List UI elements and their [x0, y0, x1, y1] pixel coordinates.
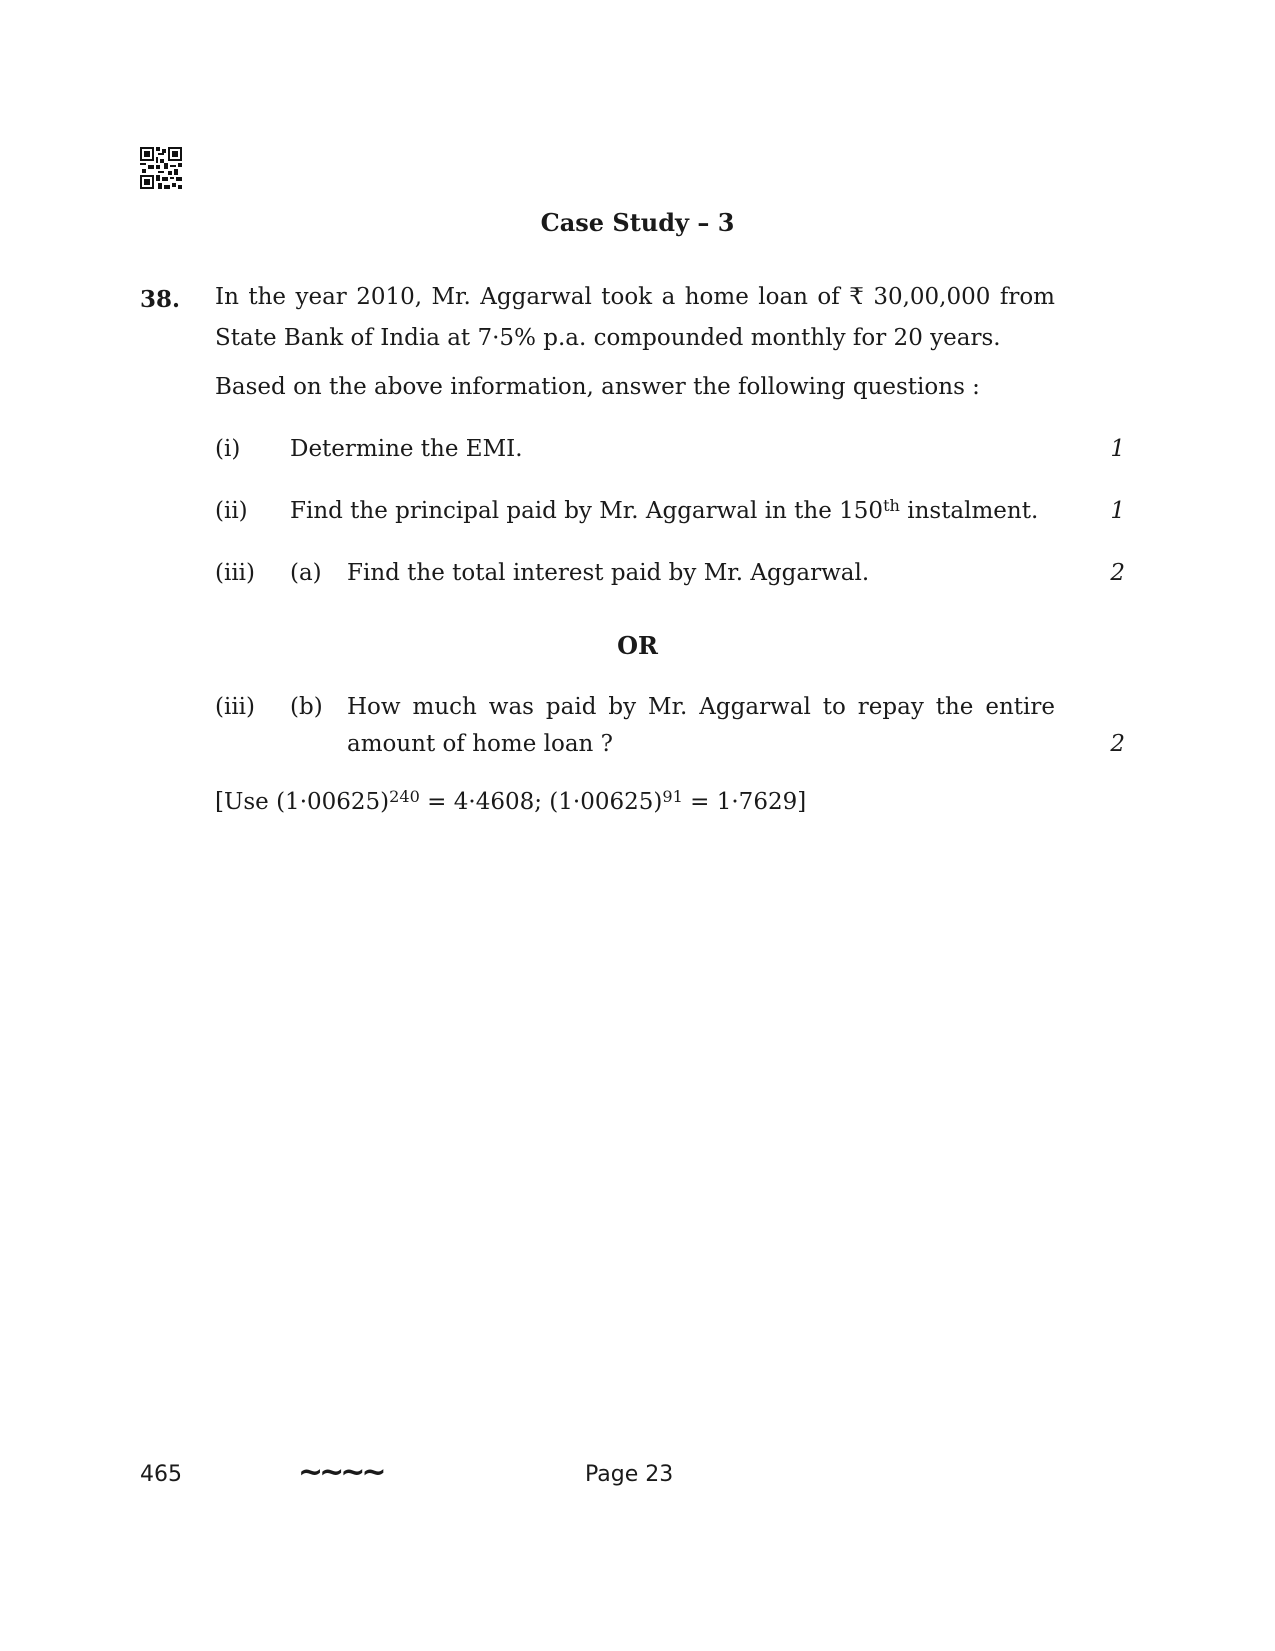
part-i-marks: 1 [1110, 436, 1125, 462]
part-iii-b-marks: 2 [1110, 731, 1125, 757]
part-ii-label: (ii) [215, 498, 248, 524]
instruction-text: Based on the above information, answer the following questions : [215, 374, 980, 400]
paper-code: 465 [140, 1462, 182, 1487]
part-iii-a-sublabel: (a) [290, 560, 322, 586]
part-iii-b-label: (iii) [215, 694, 256, 720]
part-iii-a-label: (iii) [215, 560, 256, 586]
part-ii-text-before: Find the principal paid by Mr. Aggarwal in the 150 [290, 498, 884, 524]
hint-part-1: [Use (1·00625) [215, 789, 390, 815]
section-title: Case Study – 3 [540, 208, 735, 237]
part-i-label: (i) [215, 436, 241, 462]
hint-line [215, 786, 807, 815]
part-ii-sup: th [883, 495, 900, 515]
part-ii-text-after: instalment. [899, 498, 1039, 524]
hint-exponent-1: 240 [389, 786, 420, 806]
hint-exponent-2: 91 [662, 786, 683, 806]
or-separator: OR [617, 631, 658, 660]
qr-code-icon [140, 147, 182, 189]
intro-line-2: State Bank of India at 7·5% p.a. compounded monthly for 20 years. [215, 325, 1001, 351]
part-iii-b-text-line1: How much was paid by Mr. Aggarwal to repay the entire [347, 694, 1055, 720]
footer-decoration: ~~~~ [298, 1455, 383, 1490]
page-number: Page 23 [585, 1462, 674, 1487]
part-i-text: Determine the EMI. [290, 436, 523, 462]
hint-part-3: = 1·7629] [682, 789, 807, 815]
part-iii-b-sublabel: (b) [290, 694, 323, 720]
part-ii-marks: 1 [1110, 498, 1125, 524]
part-iii-b-text-line2: amount of home loan ? [347, 731, 613, 757]
intro-line-1: In the year 2010, Mr. Aggarwal took a home loan of ₹ 30,00,000 from [215, 284, 1055, 310]
part-iii-a-marks: 2 [1110, 560, 1125, 586]
part-iii-a-text: Find the total interest paid by Mr. Aggarwal. [347, 560, 870, 586]
part-ii-text [290, 495, 1039, 524]
question-number: 38. [140, 286, 181, 313]
hint-part-2: = 4·4608; (1·00625) [419, 789, 663, 815]
